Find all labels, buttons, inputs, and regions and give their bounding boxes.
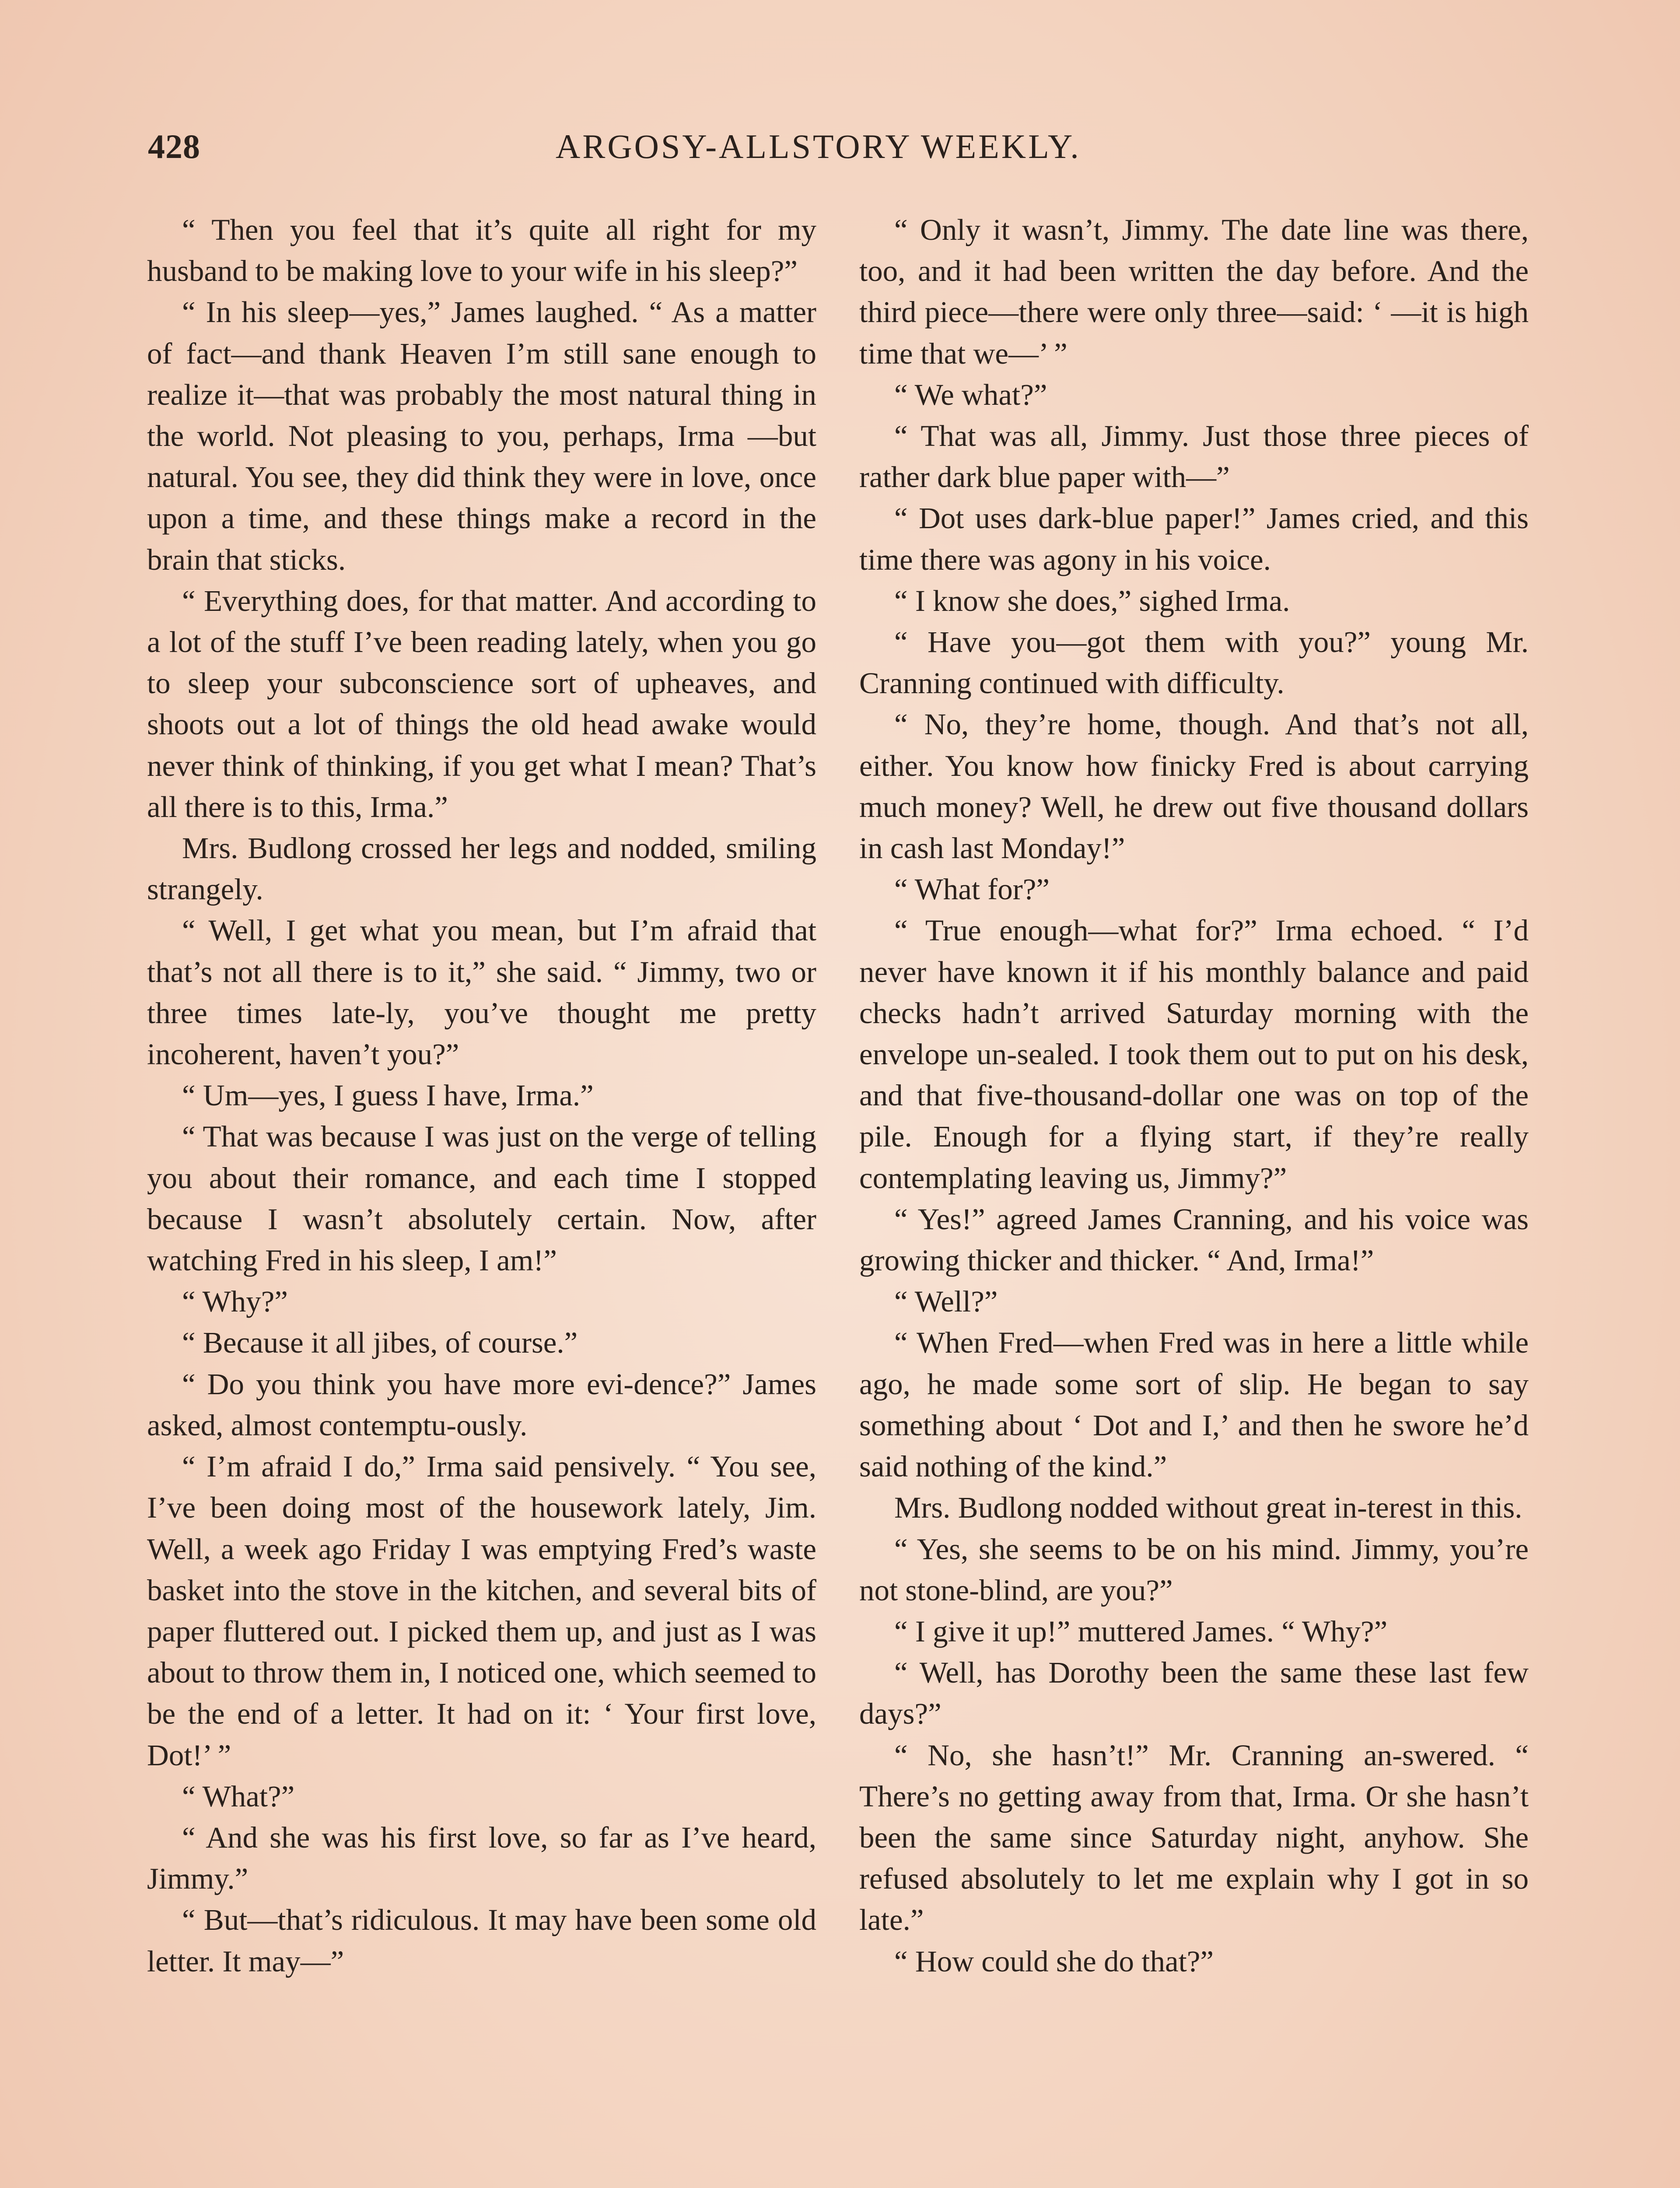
paragraph: “ Have you—got them with you?” young Mr. Cranning continued with difficulty. <box>859 625 1529 700</box>
paragraph: “ That was because I was just on the verge of telling you about their romance, and each time I stopped because I wasn’t absolutely certain. Now, after watching Fred in his sleep, I am!” <box>147 1120 816 1277</box>
paragraph: “ Well, I get what you mean, but I’m afraid that that’s not all there is to it,” she said. “ Jimmy, two or three times late-ly, you’ve thought me pretty incoherent, haven’t you?” <box>147 914 816 1071</box>
paragraph: “ Do you think you have more evi-dence?” James asked, almost contemptu-ously. <box>147 1367 816 1442</box>
paragraph: “ No, she hasn’t!” Mr. Cranning an-swered. “ There’s no getting away from that, Irma. Or she hasn’t been the same since Saturday night, anyhow. She refused absolutely to let me explain why I got in so late.” <box>859 1738 1529 1937</box>
right-column <box>859 209 1529 1982</box>
paragraph: “ True enough—what for?” Irma echoed. “ I’d never have known it if his monthly balance and paid checks hadn’t arrived Saturday morning with the envelope un-sealed. I took them out to put on his desk, and that five-thousand-dollar one was on top of the pile. Enough for a flying start, if they’re really contemplating leaving us, Jimmy?” <box>859 914 1529 1195</box>
paragraph: “ Then you feel that it’s quite all right for my husband to be making love to your wife in his sleep?” <box>147 213 816 288</box>
paragraph: Mrs. Budlong crossed her legs and nodded, smiling strangely. <box>147 831 816 906</box>
paragraph: “ But—that’s ridiculous. It may have been some old letter. It may—” <box>147 1903 816 1978</box>
paragraph: “ What for?” <box>894 873 1050 906</box>
page-number: 428 <box>148 127 200 165</box>
paragraph: “ No, they’re home, though. And that’s not all, either. You know how finicky Fred is about carrying much money? Well, he drew out five thousand dollars in cash last Monday!” <box>859 708 1529 865</box>
paragraph: “ How could she do that?” <box>894 1944 1214 1978</box>
paragraph: “ I give it up!” muttered James. “ Why?” <box>894 1614 1388 1648</box>
paragraph: “ Why?” <box>182 1285 288 1318</box>
running-head: ARGOSY-ALLSTORY WEEKLY. <box>556 127 1081 165</box>
paragraph: “ We what?” <box>894 378 1047 411</box>
paragraph: “ Um—yes, I guess I have, Irma.” <box>182 1079 594 1112</box>
paragraph: “ Only it wasn’t, Jimmy. The date line was there, too, and it had been written the day before. And the third piece—there were only three—said: ‘ —it is high time that we—’ ” <box>859 213 1529 370</box>
left-column <box>147 209 816 1982</box>
paragraph: “ Because it all jibes, of course.” <box>182 1326 578 1360</box>
paragraph: “ Yes!” agreed James Cranning, and his voice was growing thicker and thicker. “ And, Irma!” <box>859 1202 1529 1277</box>
paragraph: “ Dot uses dark-blue paper!” James cried, and this time there was agony in his voice. <box>859 501 1529 576</box>
paragraph: “ When Fred—when Fred was in here a little while ago, he made some sort of slip. He began to say something about ‘ Dot and I,’ and then he swore he’d said nothing of the kind.” <box>859 1326 1529 1483</box>
paragraph: “ Yes, she seems to be on his mind. Jimmy, you’re not stone-blind, are you?” <box>859 1532 1529 1607</box>
paragraph: “ Well?” <box>894 1285 998 1318</box>
paragraph: “ In his sleep—yes,” James laughed. “ As a matter of fact—and thank Heaven I’m still sane enough to realize it—that was probably the most natural thing in the world. Not pleasing to you, perhaps, Irma —but natural. You see, they did think they were in love, once upon a time, and these things make a record in the brain that sticks. <box>147 295 816 576</box>
paragraph: “ That was all, Jimmy. Just those three pieces of rather dark blue paper with—” <box>859 419 1529 494</box>
paragraph: “ What?” <box>182 1779 295 1813</box>
paragraph: “ Well, has Dorothy been the same these last few days?” <box>859 1656 1529 1731</box>
paragraph: Mrs. Budlong nodded without great in-terest in this. <box>894 1491 1522 1525</box>
paragraph: “ And she was his first love, so far as I’ve heard, Jimmy.” <box>147 1820 816 1896</box>
paragraph: “ I know she does,” sighed Irma. <box>894 584 1290 617</box>
paragraph: “ I’m afraid I do,” Irma said pensively. “ You see, I’ve been doing most of the housework lately, Jim. Well, a week ago Friday I was emptying Fred’s waste basket into the stove in the kitchen, and several bits of paper fluttered out. I picked them up, and just as I was about to throw them in, I noticed one, which seemed to be the end of a letter. It had on it: ‘ Your first love, Dot!’ ” <box>147 1450 816 1772</box>
paragraph: “ Everything does, for that matter. And according to a lot of the stuff I’ve been reading lately, when you go to sleep your subconscience sort of upheaves, and shoots out a lot of things the old head awake would never think of thinking, if you get what I mean? That’s all there is to this, Irma.” <box>147 584 816 824</box>
